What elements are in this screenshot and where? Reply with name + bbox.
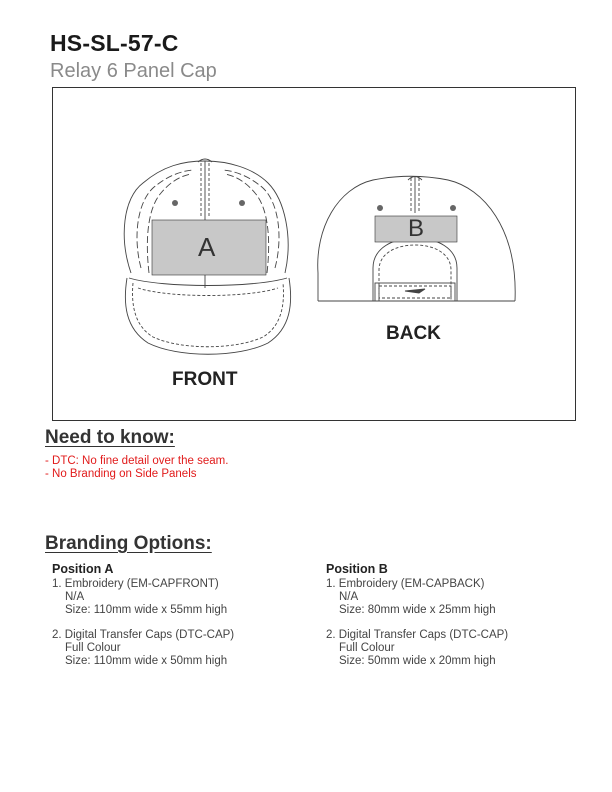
- option-name: 2. Digital Transfer Caps (DTC-CAP): [52, 629, 235, 641]
- option-name: 1. Embroidery (EM-CAPBACK): [326, 578, 485, 590]
- position-a-label: A: [198, 232, 216, 262]
- option-detail: Full Colour: [65, 642, 121, 654]
- position-b-label: B: [408, 215, 425, 242]
- option-detail: N/A: [65, 591, 85, 603]
- option-detail: N/A: [339, 591, 359, 603]
- position-a-heading: Position A: [52, 562, 114, 576]
- option-name: 2. Digital Transfer Caps (DTC-CAP): [326, 629, 509, 641]
- need-to-know-title: Need to know:: [45, 427, 175, 448]
- branding-options-title: Branding Options:: [45, 533, 212, 554]
- product-name: Relay 6 Panel Cap: [50, 60, 217, 82]
- option-detail: Full Colour: [339, 642, 395, 654]
- cap-diagram: [53, 88, 575, 420]
- note-item: - DTC: No fine detail over the seam.: [45, 455, 229, 467]
- cap-diagram-frame: [52, 87, 576, 421]
- position-a-column: [52, 563, 234, 668]
- position-b-heading: Position B: [326, 562, 388, 576]
- option-name: 1. Embroidery (EM-CAPFRONT): [52, 578, 219, 590]
- front-view-label: FRONT: [172, 369, 238, 390]
- back-view-label: BACK: [386, 323, 441, 344]
- note-item: - No Branding on Side Panels: [45, 468, 197, 480]
- option-size: Size: 80mm wide x 25mm high: [339, 604, 496, 616]
- position-b-column: [326, 563, 508, 668]
- product-code: HS-SL-57-C: [50, 30, 179, 56]
- option-size: Size: 110mm wide x 55mm high: [65, 604, 228, 616]
- option-size: Size: 50mm wide x 20mm high: [339, 655, 496, 667]
- option-size: Size: 110mm wide x 50mm high: [65, 655, 228, 667]
